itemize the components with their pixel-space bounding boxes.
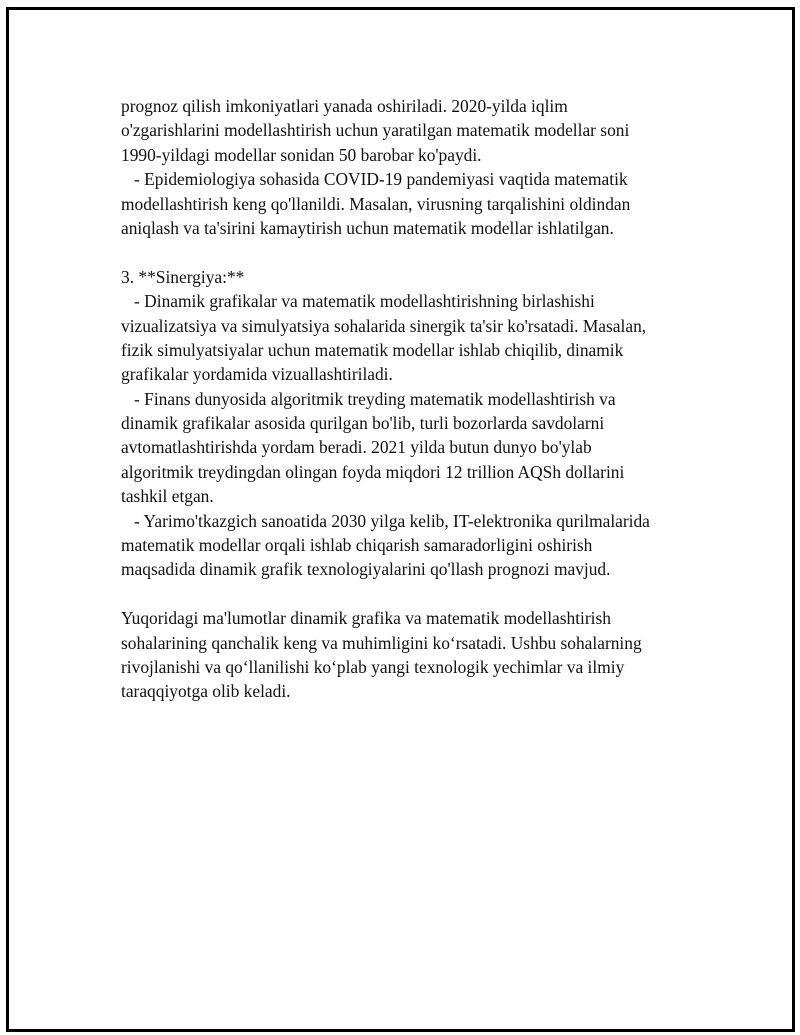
paragraph-climate-epidemiology: [121, 94, 711, 240]
document-page: [6, 7, 795, 1032]
text-line: grafikalar yordamida vizuallashtiriladi.: [121, 364, 393, 385]
text-line: tashkil etgan.: [121, 486, 214, 507]
document-body: [121, 94, 711, 704]
paragraph-synergy: [121, 265, 711, 582]
text-line: sohalarining qanchalik keng va muhimligini ko‘rsatadi. Ushbu sohalarning: [121, 632, 642, 653]
text-line: Yuqoridagi ma'lumotlar dinamik grafika va matematik modellashtirish: [121, 608, 611, 629]
text-line: o'zgarishlarini modellashtirish uchun yaratilgan matematik modellar soni: [121, 120, 630, 141]
text-line: vizualizatsiya va simulyatsiya sohalarida sinergik ta'sir ko'rsatadi. Masalan,: [121, 315, 647, 336]
text-line: - Finans dunyosida algoritmik treyding matematik modellashtirish va: [121, 388, 616, 409]
paragraph-spacer: [121, 240, 711, 264]
section-heading: 3. **Sinergiya:**: [121, 266, 245, 287]
text-line: dinamik grafikalar asosida qurilgan bo'lib, turli bozorlarda savdolarni: [121, 413, 605, 434]
text-line: 1990-yildagi modellar sonidan 50 barobar ko'paydi.: [121, 144, 482, 165]
text-line: taraqqiyotga olib keladi.: [121, 681, 291, 702]
text-line: aniqlash va ta'sirini kamaytirish uchun matematik modellar ishlatilgan.: [121, 217, 614, 238]
text-line: matematik modellar orqali ishlab chiqarish samaradorligini oshirish: [121, 535, 593, 556]
paragraph-conclusion: [121, 606, 711, 704]
text-line: modellashtirish keng qo'llanildi. Masalan, virusning tarqalishini oldindan: [121, 193, 631, 214]
text-line: prognoz qilish imkoniyatlari yanada oshiriladi. 2020-yilda iqlim: [121, 96, 568, 116]
text-line: rivojlanishi va qo‘llanilishi ko‘plab yangi texnologik yechimlar va ilmiy: [121, 656, 625, 677]
text-line: - Epidemiologiya sohasida COVID-19 pandemiyasi vaqtida matematik: [121, 169, 628, 190]
text-line: fizik simulyatsiyalar uchun matematik modellar ishlab chiqilib, dinamik: [121, 339, 624, 360]
text-line: avtomatlashtirishda yordam beradi. 2021 yilda butun dunyo bo'ylab: [121, 437, 592, 458]
text-line: maqsadida dinamik grafik texnologiyalarini qo'llash prognozi mavjud.: [121, 559, 611, 580]
text-line: algoritmik treydingdan olingan foyda miqdori 12 trillion AQSh dollarini: [121, 461, 625, 482]
text-line: - Yarimo'tkazgich sanoatida 2030 yilga kelib, IT-elektronika qurilmalarida: [121, 510, 650, 531]
text-line: - Dinamik grafikalar va matematik modellashtirishning birlashishi: [121, 291, 595, 312]
paragraph-spacer: [121, 582, 711, 606]
